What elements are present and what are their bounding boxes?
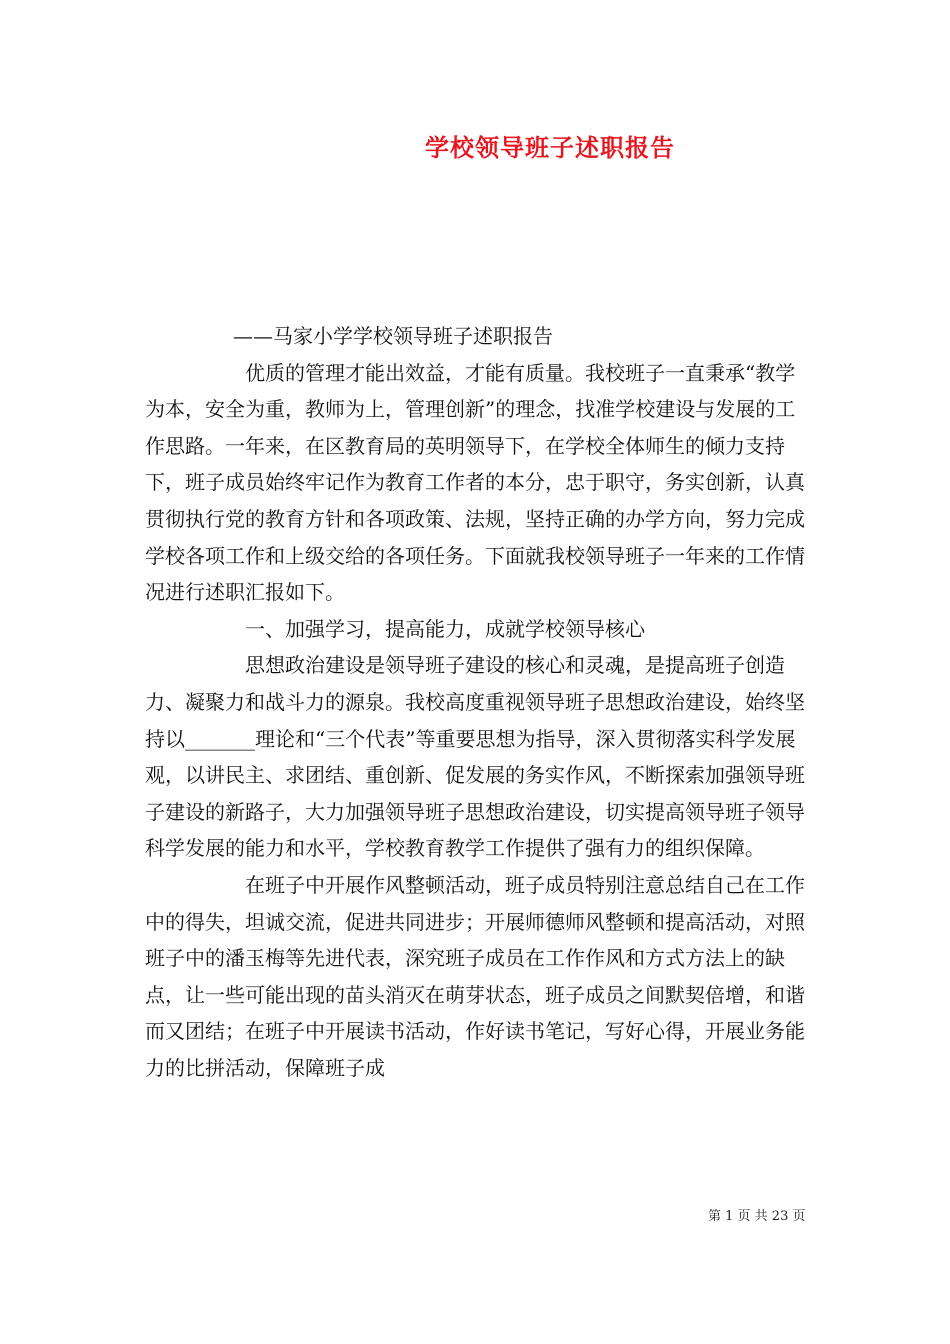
- paragraph: 在班子中开展作风整顿活动，班子成员特别注意总结自己在工作中的得失，坦诚交流，促进共同进步；开展师德师风整顿和提高活动，对照班子中的潘玉梅等先进代表，深究班子成员在工作作风和方式方法上的缺点，让一些可能出现的苗头消灭在萌芽状态，班子成员之间默契倍增，和谐而又团结；在班子中开展读书活动，作好读书笔记，写好心得，开展业务能力的比拼活动，保障班子成: [145, 872, 805, 1080]
- page-title: 学校领导班子述职报告: [425, 133, 675, 162]
- document-body: [145, 318, 815, 1086]
- paragraph: 优质的管理才能出效益，才能有质量。我校班子一直秉承“教学为本，安全为重，教师为上，管理创新”的理念，找准学校建设与发展的工作思路。一年来，在区教育局的英明领导下，在学校全体师生的倾力支持下，班子成员始终牢记作为教育工作者的本分，忠于职守，务实创新，认真贯彻执行党的教育方针和各项政策、法规，坚持正确的办学方向，努力完成学校各项工作和上级交给的各项任务。下面就我校领导班子一年来的工作情况进行述职汇报如下。: [145, 360, 805, 605]
- paragraph: 思想政治建设是领导班子建设的核心和灵魂，是提高班子创造力、凝聚力和战斗力的源泉。我校高度重视领导班子思想政治建设，始终坚持以_______理论和“三个代表”等重要思想为指导，深入贯彻落实科学发展观，以讲民主、求团结、重创新、促发展的务实作风，不断探索加强领导班子建设的新路子，大力加强领导班子思想政治建设，切实提高领导班子领导科学发展的能力和水平，学校教育教学工作提供了强有力的组织保障。: [145, 653, 805, 861]
- page-number-footer: 第 1 页 共 23 页: [708, 1209, 806, 1224]
- document-subtitle: ——马家小学学校领导班子述职报告: [233, 324, 553, 348]
- section-heading: 一、加强学习，提高能力，成就学校领导核心: [245, 616, 645, 641]
